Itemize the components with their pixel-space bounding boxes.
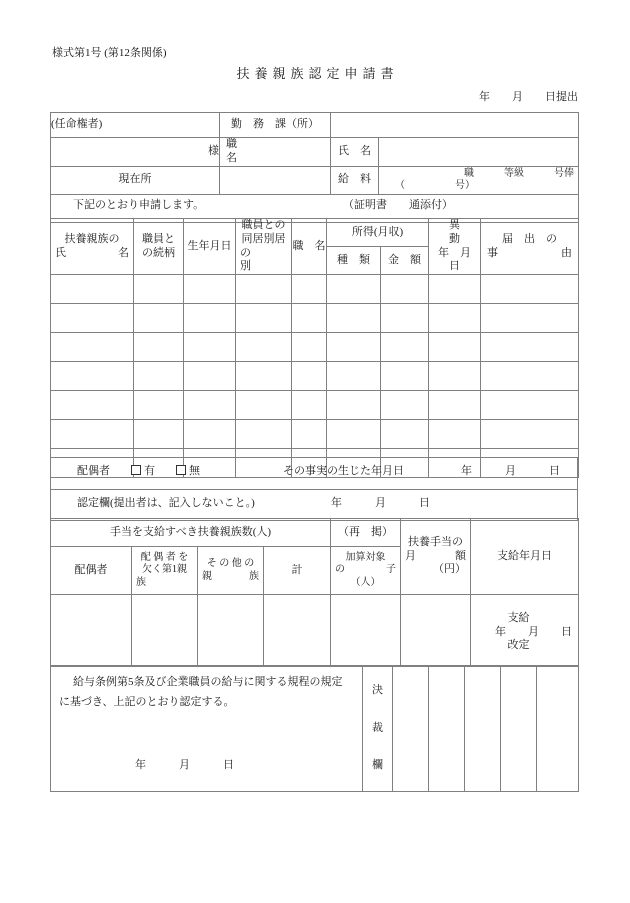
- col-income-type-header: [327, 247, 381, 275]
- name-label-cell: [331, 138, 379, 167]
- certification-label: 認定欄(提出者は、記入しないこと。): [77, 497, 255, 509]
- spouse-option-no[interactable]: [168, 465, 200, 479]
- cell-cohabitation[interactable]: [236, 275, 292, 304]
- statement-text: 下記のとおり申請します。: [73, 198, 205, 211]
- col-birthdate-label: 生年月日: [187, 239, 232, 252]
- col-relation-line1: 職員と: [142, 232, 175, 245]
- decision-text-cell: [51, 666, 363, 792]
- value-other-relatives[interactable]: [198, 595, 264, 667]
- col-cohabitation-line2: 同居別居: [241, 232, 286, 245]
- value-first-relative[interactable]: [132, 595, 198, 667]
- allowance-group-header-label: 手当を支給すべき扶養親族数(人): [109, 525, 272, 538]
- col-income-amount-header: [381, 247, 429, 275]
- cell-cohabitation[interactable]: [236, 391, 292, 420]
- first-relative-line2: 欠く第1親: [142, 564, 187, 576]
- fact-date-value[interactable]: 年 月 日: [461, 465, 560, 477]
- table-row: [51, 420, 579, 449]
- cell-birthdate[interactable]: [184, 275, 236, 304]
- cell-relation[interactable]: [134, 420, 184, 449]
- col-spouse-header: [51, 547, 132, 595]
- col-income-amount-label: 金 額: [388, 253, 421, 266]
- col-occupation-label: 職 名: [292, 239, 326, 252]
- spouse-cell: [51, 458, 578, 490]
- col-monthly-amount-header: [401, 519, 471, 595]
- cell-cohabitation[interactable]: [236, 420, 292, 449]
- fact-date-label: その事実の生じた年月日: [283, 465, 404, 477]
- other-relatives-line2: 親 族: [202, 570, 259, 582]
- approval-column[interactable]: [393, 666, 429, 792]
- col-reason-header: [481, 219, 579, 275]
- value-total[interactable]: [264, 595, 331, 667]
- spouse-option-no-label: 無: [189, 465, 200, 477]
- cell-income-amount[interactable]: [381, 275, 429, 304]
- cell-income-amount[interactable]: [381, 333, 429, 362]
- monthly-amount-line3: （円）: [433, 563, 467, 576]
- payment-date-line1: 支給: [507, 611, 530, 624]
- cell-income-type[interactable]: [327, 275, 381, 304]
- cell-name[interactable]: [51, 420, 134, 449]
- honorific-cell: [51, 138, 220, 167]
- cell-reason[interactable]: [481, 275, 579, 304]
- cell-change[interactable]: [429, 275, 481, 304]
- address-label: 現在所: [118, 173, 152, 186]
- spouse-option-yes[interactable]: [123, 465, 155, 479]
- cell-income-type[interactable]: [327, 304, 381, 333]
- salary-value-cell[interactable]: [379, 166, 579, 194]
- addition-children-line3: （人）: [350, 576, 381, 588]
- spouse-label: 配偶者: [77, 465, 110, 477]
- col-spouse-label: 配偶者: [74, 563, 108, 576]
- col-name-line2: 氏 名: [55, 246, 129, 259]
- dependents-table: [50, 218, 579, 478]
- checkbox-no-icon[interactable]: [176, 465, 186, 475]
- approval-label-char-2: 裁: [372, 721, 383, 734]
- col-cohabitation-line3: の 別: [240, 246, 284, 273]
- table-row: [51, 304, 579, 333]
- cell-occupation[interactable]: [292, 275, 327, 304]
- spouse-option-yes-label: 有: [144, 465, 155, 477]
- cell-change[interactable]: [429, 391, 481, 420]
- col-birthdate-header: [184, 219, 236, 275]
- cell-reason[interactable]: [481, 391, 579, 420]
- cell-relation[interactable]: [134, 333, 184, 362]
- reprint-header-label: （再 掲）: [338, 525, 394, 538]
- col-relation-header: [134, 219, 184, 275]
- cell-birthdate[interactable]: [184, 304, 236, 333]
- monthly-amount-line2: 月 額: [405, 549, 467, 562]
- table-row: [51, 362, 579, 391]
- address-value-cell[interactable]: [220, 166, 331, 194]
- col-other-relatives-header: [198, 547, 264, 595]
- approval-label-char-1: 決: [372, 683, 383, 696]
- cell-income-amount[interactable]: [381, 420, 429, 449]
- col-addition-children-header: [331, 547, 401, 595]
- col-reason-line2: 事 由: [487, 246, 573, 259]
- cell-name[interactable]: [51, 333, 134, 362]
- cell-change[interactable]: [429, 362, 481, 391]
- cell-cohabitation[interactable]: [236, 304, 292, 333]
- spouse-certification-table: [50, 457, 578, 521]
- table-row: [51, 333, 579, 362]
- work-section-value-cell[interactable]: [331, 113, 579, 138]
- work-section-label-cell: [220, 113, 331, 138]
- cell-income-amount[interactable]: [381, 362, 429, 391]
- col-total-label: 計: [291, 563, 303, 576]
- appointer-cell: [51, 113, 220, 138]
- job-title-label-cell: [220, 138, 331, 167]
- col-income-group-header: [327, 219, 429, 247]
- addition-children-line2: の 子: [335, 564, 397, 576]
- cell-reason[interactable]: [481, 362, 579, 391]
- attachment-text: （証明書 通添付）: [343, 198, 453, 211]
- salary-grade-line: 職 等級 号俸: [464, 167, 574, 179]
- page-title: 扶養親族認定申請書: [236, 66, 399, 81]
- decision-row: [51, 666, 579, 792]
- table-row: [51, 391, 579, 420]
- certification-row: [51, 490, 578, 521]
- table-row: [51, 166, 579, 194]
- honorific-label: 様: [208, 144, 219, 157]
- checkbox-yes-icon[interactable]: [131, 465, 141, 475]
- decision-text-line2: に基づき、上記のとおり認定する。: [59, 696, 235, 709]
- col-cohabitation-line1: 職員との: [241, 219, 286, 231]
- cell-birthdate[interactable]: [184, 391, 236, 420]
- first-relative-line3: 族: [136, 576, 146, 588]
- addition-children-line1: 加算対象: [345, 551, 386, 563]
- col-cohabitation-header: [236, 219, 292, 275]
- col-change-header: [429, 219, 494, 275]
- certification-date[interactable]: 年 月 日: [331, 497, 430, 509]
- other-relatives-line1: そ の 他 の: [206, 558, 255, 569]
- cell-income-amount[interactable]: [381, 391, 429, 420]
- approval-column[interactable]: [537, 666, 579, 792]
- col-relation-line2: の続柄: [142, 246, 175, 259]
- cell-change[interactable]: [429, 420, 481, 449]
- cell-relation[interactable]: [134, 362, 184, 391]
- col-total-header: [264, 547, 331, 595]
- value-spouse[interactable]: [51, 595, 132, 667]
- allowance-group-header: [51, 519, 331, 547]
- salary-label: 給 料: [338, 173, 371, 186]
- allowance-value-row: [51, 595, 579, 667]
- cell-income-type[interactable]: [327, 391, 381, 420]
- address-label-cell: [51, 166, 220, 194]
- cell-cohabitation[interactable]: [236, 333, 292, 362]
- spouse-row: [51, 458, 578, 490]
- salary-number-line: （ 号）: [395, 180, 475, 191]
- cell-income-type[interactable]: [327, 362, 381, 391]
- cell-name[interactable]: [51, 391, 134, 420]
- cell-occupation[interactable]: [292, 333, 327, 362]
- salary-label-cell: [331, 166, 379, 194]
- cell-name[interactable]: [51, 275, 134, 304]
- col-change-line2: 年 月 日: [438, 246, 483, 273]
- col-income-group-label: 所得(月収): [351, 225, 404, 238]
- cell-occupation[interactable]: [292, 304, 327, 333]
- appointer-label: (任命権者): [51, 118, 103, 131]
- cell-name[interactable]: [51, 304, 134, 333]
- col-payment-date-header: [471, 519, 579, 595]
- col-reason-line1: 届 出 の: [502, 232, 558, 245]
- decision-date-line[interactable]: 年 月 日: [135, 759, 234, 771]
- monthly-amount-line1: 扶養手当の: [408, 535, 464, 548]
- payment-date-line2: 年 月 日: [495, 625, 573, 638]
- approval-column[interactable]: [429, 666, 465, 792]
- cell-birthdate[interactable]: [184, 362, 236, 391]
- cell-cohabitation[interactable]: [236, 362, 292, 391]
- cell-occupation[interactable]: [292, 420, 327, 449]
- applicant-block-table: [50, 112, 579, 223]
- col-occupation-header: [292, 219, 327, 275]
- allowance-group-header-row: [51, 519, 579, 547]
- decision-text-line1: 給与条例第5条及び企業職員の給与に関する規程の規定: [73, 676, 343, 688]
- approval-column[interactable]: [465, 666, 501, 792]
- cell-income-type[interactable]: [327, 333, 381, 362]
- payment-date-label: 支給年月日: [497, 549, 553, 562]
- cell-change[interactable]: [429, 333, 481, 362]
- value-payment-date[interactable]: [471, 595, 579, 667]
- cell-occupation[interactable]: [292, 362, 327, 391]
- work-section-label: 勤 務 課（所）: [231, 118, 319, 131]
- col-name-header: [51, 219, 134, 275]
- table-row: [51, 113, 579, 138]
- cell-income-amount[interactable]: [381, 304, 429, 333]
- approval-column[interactable]: [501, 666, 537, 792]
- col-name-line1: 扶養親族の: [64, 232, 120, 245]
- reprint-header: [331, 519, 401, 547]
- payment-date-line3: 改定: [507, 639, 530, 652]
- value-monthly-amount[interactable]: [401, 595, 471, 667]
- cell-birthdate[interactable]: [184, 333, 236, 362]
- job-title-label: 職 名: [226, 138, 314, 164]
- table-row: [51, 275, 579, 304]
- cell-reason[interactable]: [481, 304, 579, 333]
- cell-relation[interactable]: [134, 391, 184, 420]
- form-number: 様式第1号 (第12条関係): [52, 47, 167, 59]
- cell-name[interactable]: [51, 362, 134, 391]
- value-addition-children[interactable]: [331, 595, 401, 667]
- cell-relation[interactable]: [134, 275, 184, 304]
- approval-label-char-3: 欄: [372, 759, 383, 772]
- allowance-table: [50, 518, 579, 667]
- name-value-cell[interactable]: [379, 138, 579, 167]
- decision-table: [50, 665, 579, 792]
- submission-date: 年 月 日提出: [479, 91, 578, 103]
- table-row: [51, 138, 579, 167]
- col-change-line1: 異 動: [449, 219, 494, 245]
- certification-cell: [51, 490, 578, 521]
- cell-relation[interactable]: [134, 304, 184, 333]
- cell-income-type[interactable]: [327, 420, 381, 449]
- cell-occupation[interactable]: [292, 391, 327, 420]
- col-first-relative-header: [132, 547, 198, 595]
- cell-reason[interactable]: [481, 333, 579, 362]
- cell-reason[interactable]: [481, 420, 579, 449]
- approval-label-cell: [363, 666, 393, 792]
- name-label: 氏 名: [338, 144, 371, 157]
- dependents-header-row: [51, 219, 579, 247]
- cell-birthdate[interactable]: [184, 420, 236, 449]
- col-income-type-label: 種 類: [337, 253, 370, 266]
- first-relative-line1: 配 偶 者 を: [140, 551, 189, 563]
- cell-change[interactable]: [429, 304, 481, 333]
